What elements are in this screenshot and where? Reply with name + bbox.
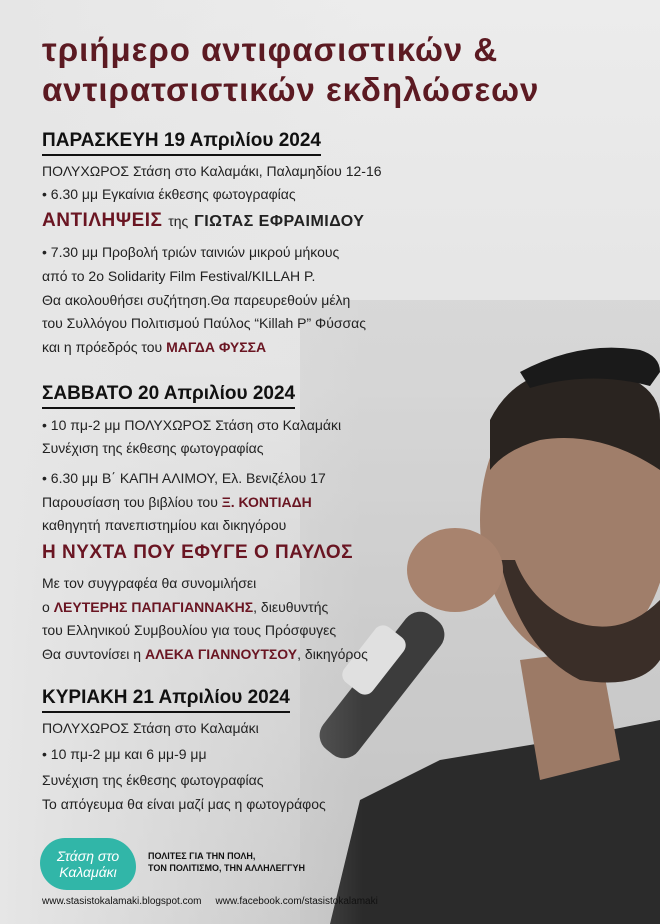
poster-title (42, 30, 539, 110)
friday-film-5 (42, 338, 266, 356)
sunday-line-4: Το απόγευμα θα είναι μαζί μας η φωτογράφος (42, 796, 326, 812)
friday-film-4: του Συλλόγου Πολιτισμού Παύλος “Killah P” Φύσσας (42, 315, 367, 331)
friday-film-5-pre: και η πρόεδρός του (42, 339, 163, 355)
saturday-line-7-pre: ο (42, 599, 50, 615)
footer-urls (42, 896, 378, 907)
speaker-name: ΛΕΥΤΕΡΗΣ ΠΑΠΑΓΙΑΝΝΑΚΗΣ (53, 599, 254, 615)
magda-fyssa: ΜΑΓΔΑ ΦΥΣΣΑ (166, 339, 267, 355)
title-line-2: αντιρατσιστικών εκδηλώσεων (42, 71, 540, 108)
saturday-line-9-pre: Θα συντονίσει η (42, 646, 142, 662)
saturday-line-7-post: , διευθυντής (253, 599, 329, 615)
friday-heading: ΠΑΡΑΣΚΕΥΗ 19 Απριλίου 2024 (42, 130, 321, 156)
saturday-line-9 (42, 645, 368, 663)
sunday-line-2: • 10 πμ-2 μμ και 6 μμ-9 μμ (42, 746, 207, 762)
slogan-line-2: ΤΟΝ ΠΟΛΙΤΙΣΜΟ, ΤΗΝ ΑΛΛΗΛΕΓΓΥΗ (148, 863, 305, 873)
sunday-heading: ΚΥΡΙΑΚΗ 21 Απριλίου 2024 (42, 687, 290, 713)
organization-slogan (148, 850, 305, 874)
sunday-line-3: Συνέχιση της έκθεσης φωτογραφίας (42, 772, 264, 788)
author-name: Ξ. ΚΟΝΤΙΑΔΗ (221, 494, 312, 510)
saturday-line-2: Συνέχιση της έκθεσης φωτογραφίας (42, 440, 264, 456)
exhibit-artist: ΓΙΩΤΑΣ ΕΦΡΑΙΜΙΔΟΥ (194, 213, 365, 230)
exhibit-title-line (42, 210, 364, 232)
saturday-line-8: του Ελληνικού Συμβουλίου για τους Πρόσφυγες (42, 622, 337, 638)
book-title: Η ΝΥΧΤΑ ΠΟΥ ΕΦΥΓΕ Ο ΠΑΥΛΟΣ (42, 542, 354, 563)
saturday-line-9-post: , δικηγόρος (297, 646, 368, 662)
logo-text: Στάση στο Καλαμάκι (56, 848, 120, 880)
friday-film-1: • 7.30 μμ Προβολή τριών ταινιών μικρού μήκους (42, 244, 340, 260)
title-line-1: τριήμερο αντιφασιστικών & (42, 31, 499, 68)
saturday-line-5: καθηγητή πανεπιστημίου και δικηγόρου (42, 517, 287, 533)
friday-exhibit: • 6.30 μμ Εγκαίνια έκθεσης φωτογραφίας (42, 186, 296, 202)
facebook-url: www.facebook.com/stasistokalamaki (215, 896, 378, 907)
slogan-line-1: ΠΟΛΙΤΕΣ ΓΙΑ ΤΗΝ ΠΟΛΗ, (148, 851, 256, 861)
saturday-line-6: Με τον συγγραφέα θα συνομιλήσει (42, 575, 257, 591)
organization-logo (40, 838, 136, 890)
saturday-line-4 (42, 493, 312, 511)
friday-venue: ΠΟΛΥΧΩΡΟΣ Στάση στο Καλαμάκι, Παλαμηδίου 12-16 (42, 163, 382, 179)
friday-film-3: Θα ακολουθήσει συζήτηση.Θα παρευρεθούν μέλη (42, 292, 351, 308)
exhibit-title: ΑΝΤΙΛΗΨΕΙΣ (42, 210, 163, 231)
sunday-line-1: ΠΟΛΥΧΩΡΟΣ Στάση στο Καλαμάκι (42, 720, 259, 736)
exhibit-of: της (168, 213, 189, 229)
saturday-line-1: • 10 πμ-2 μμ ΠΟΛΥΧΩΡΟΣ Στάση στο Καλαμάκι (42, 417, 342, 433)
blog-url: www.stasistokalamaki.blogspot.com (42, 896, 202, 907)
saturday-line-7 (42, 598, 328, 616)
moderator-name: ΑΛΕΚΑ ΓΙΑΝΝΟΥΤΣΟΥ (144, 646, 298, 662)
saturday-line-3: • 6.30 μμ Β΄ ΚΑΠΗ ΑΛΙΜΟΥ, Ελ. Βενιζέλου 17 (42, 470, 326, 486)
saturday-heading: ΣΑΒΒΑΤΟ 20 Απριλίου 2024 (42, 383, 295, 409)
friday-film-2: από το 2ο Solidarity Film Festival/KILLAH P. (42, 268, 316, 284)
saturday-line-4-pre: Παρουσίαση του βιβλίου του (42, 494, 218, 510)
